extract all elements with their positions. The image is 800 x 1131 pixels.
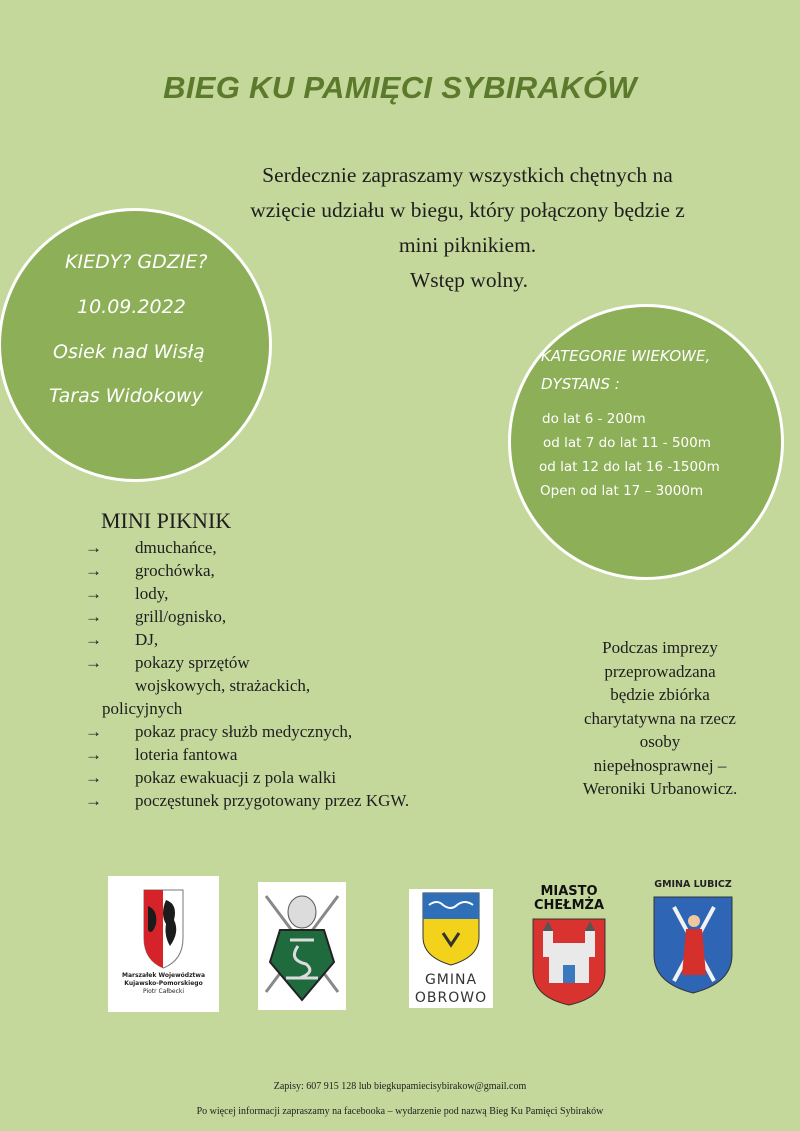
- logo-caption: OBROWO: [414, 990, 488, 1006]
- arrow-icon: →: [85, 768, 102, 787]
- free-entry: Wstęp wolny.: [410, 268, 529, 292]
- event-date: 10.09.2022: [77, 296, 186, 318]
- categories-heading: DYSTANS :: [541, 375, 620, 393]
- obrowo-logo: [409, 889, 493, 1008]
- chelmza-logo: [527, 885, 611, 1009]
- arrow-icon: →: [85, 607, 102, 626]
- coat-of-arms-icon: [527, 917, 611, 1009]
- category-item: od lat 12 do lat 16 -1500m: [539, 459, 720, 475]
- arrow-icon: →: [85, 561, 102, 580]
- event-venue: Taras Widokowy: [49, 385, 203, 407]
- arrow-icon: →: [85, 584, 102, 603]
- arrow-icon: →: [85, 745, 102, 764]
- logo-caption: Kujawsko-Pomorskiego: [124, 980, 203, 987]
- facebook-info: Po więcej informacji zapraszamy na facebooka – wydarzenie pod nazwą Bieg Ku Pamięci Sybiraków: [196, 1106, 604, 1117]
- coat-of-arms-icon: [409, 889, 493, 967]
- charity-note: Podczas imprezy przeprowadzana będzie zbiórka charytatywna na rzecz osoby niepełnosprawnej – Weroniki Urbanowicz.: [582, 638, 738, 798]
- arrow-icon: →: [85, 630, 102, 649]
- arrow-icon: →: [85, 538, 102, 557]
- arrow-icon: →: [85, 791, 102, 810]
- intro-text: [195, 158, 740, 263]
- intro-line: mini piknikiem.: [398, 233, 537, 257]
- lubicz-logo: [648, 879, 738, 995]
- logo-caption: MIASTO: [540, 884, 598, 899]
- sybiracy-emblem: [258, 882, 346, 1010]
- logo-caption: Marszałek Województwa: [121, 972, 206, 979]
- category-item: do lat 6 - 200m: [542, 411, 646, 427]
- intro-line: wzięcie udziału w biegu, który połączony będzie z: [250, 198, 685, 222]
- category-item: od lat 7 do lat 11 - 500m: [543, 435, 711, 451]
- when-where-heading: KIEDY? GDZIE?: [65, 251, 208, 273]
- emblem-icon: [258, 882, 346, 1010]
- intro-line: Serdecznie zapraszamy wszystkich chętnych na: [262, 163, 673, 187]
- category-item: Open od lat 17 – 3000m: [540, 483, 704, 499]
- logo-caption: GMINA LUBICZ: [654, 879, 732, 890]
- event-place: Osiek nad Wisłą: [53, 341, 205, 363]
- arrow-icon: →: [85, 722, 102, 741]
- logo-caption: CHEŁMŻA: [533, 898, 605, 913]
- arrow-icon: →: [85, 653, 102, 672]
- categories-circle: [508, 304, 784, 580]
- when-where-circle: [0, 208, 272, 482]
- marszalek-logo: [108, 876, 219, 1012]
- logo-caption: Piotr Całbecki: [142, 988, 185, 995]
- logo-caption: GMINA: [424, 972, 478, 988]
- picnic-title: MINI PIKNIK: [101, 508, 232, 533]
- categories-heading: KATEGORIE WIEKOWE,: [541, 347, 711, 365]
- poster-title: BIEG KU PAMIĘCI SYBIRAKÓW: [163, 70, 637, 105]
- coat-of-arms-icon: [648, 895, 738, 995]
- signup-info: Zapisy: 607 915 128 lub biegkupamiecisybirakow@gmail.com: [273, 1081, 527, 1092]
